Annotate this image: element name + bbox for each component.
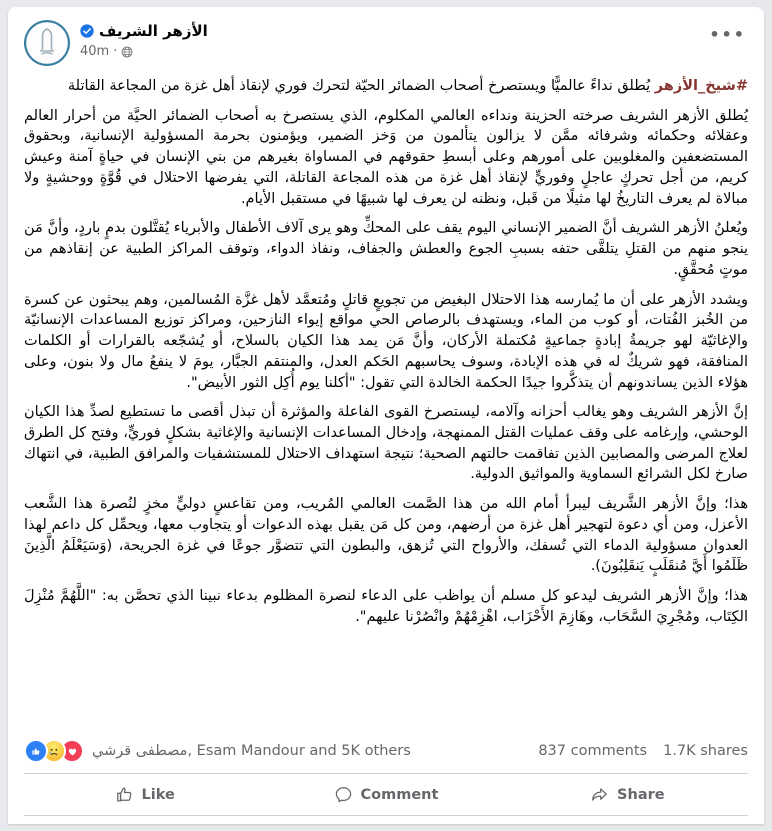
engagement-summary <box>8 729 764 773</box>
shares-count[interactable]: 1.7K shares <box>663 743 748 759</box>
share-button-label: Share <box>617 786 665 803</box>
post-paragraph: إنَّ الأزهر الشريف وهو يغالب أحزانه وآلامه، ليستصرخ القوى الفاعلة والمؤثرة أن تبذل أقصى ما تستطيع لصدِّ هذا الكيان الوحشي، وإرغامه على وقف عمليات القتل الممنهجة، وإدخال المساعدات الإنسانية والإغاثية بشكلٍ فوريٍّ، وفتح كل الطرق لعلاج المرضى والمصابين الذين تفاقمت حالتهم الصحية؛ نتيجة استهداف الاحتلال للمستشفيات والمرافق الطبية، في انتهاك صارخ لكل الشرائع السماوية والمواثيق الدولية. <box>24 404 748 483</box>
comment-button-label: Comment <box>360 786 439 803</box>
verified-badge-icon <box>80 24 94 38</box>
post-header <box>8 7 764 72</box>
like-button[interactable] <box>24 776 265 813</box>
post-timestamp[interactable]: 40m <box>80 44 110 59</box>
page-name[interactable]: الأزهر الشريف <box>99 22 208 40</box>
post-action-bar <box>24 773 748 816</box>
like-button-label: Like <box>141 786 175 803</box>
privacy-globe-icon <box>121 46 133 58</box>
post-paragraph: ويشدد الأزهر على أن ما يُمارسه هذا الاحتلال البغيض من تجويعٍ قاتلٍ ومُتعمَّد لأهل غزَّة المُسالمين، وهم يبحثون عن كسرة من الخُبز الفُتات، أو كوب من الماء، ويستهدف بالرصاص الحي مواقع إيواء النازحين، ومراكز توزيع المساعدات الإنسانيّة والإغاثيّة لهو جريمةُ إبادةٍ جماعيةٍ مُكتملة الأركان، وأنَّ مَن يمد هذا الكيان بالسلاح، أو يُشجّعه بالقرارات أو الكلمات المنافقة، فهو شريكٌ له في هذه الإبادة، وسوف يحاسبهم الحَكم العدل، والمنتقم الجبَّار، يومَ لا ينفعُ مال ولا بنون، وعلى هؤلاء الذين يساندونهم أن يتذكَّروا جيدًا الحكمة الخالدة التي تقول: "أكلنا يوم أُكِل الثور الأبيض". <box>24 291 748 391</box>
post-intro-text: يُطلق نداءً عالميًّا ويستصرخ أصحاب الضمائر الحيّة لتحرك فوري لإنقاذ أهل غزة من المجاعة القاتلة <box>67 78 655 94</box>
post-paragraph: ويُعلنُ الأزهر الشريف أنَّ الضمير الإنساني اليوم يقف على المحكِّ وهو يرى آلاف الأطفال والأبرياء يُقتَّلون بدمٍ باردٍ، وأنَّ مَن ينجو منهم من القتلِ يتلقَّى حتفه بسببِ الجوع والعطش والجفاف، ونفاذ الدواء، وتوقف المراكز الطبية عن إنقاذهم من موتٍ مُحقَّقٍ. <box>24 220 748 278</box>
post-paragraph: يُطلق الأزهر الشريف صرخته الحزينة ونداءه العالمي المكلوم، الذي يستصرخ به أصحاب الضمائر الحيَّة من أحرار العالم وعقلائه وحكمائه وشرفائه ممَّن لا يزالون يتألمون من وَخز الضمير، ويؤمنون بحرمة المسؤولية الإنسانية، وبحقوق المستضعفين والمغلوبين على أمورهم وعلى أبسطِ حقوقهم في المساواة بغيرهم من بني الإنسان في حياةٍ آمنة وعيش كريم، من أجل تحركٍ عاجلٍ وفوريٍّ لإنقاذ أهل غزة من هذه المجاعة القاتلة، التي يفرضها الاحتلال في قُوَّةٍ ووحشيةٍ ولا مبالاة لم يعرف التاريخُ لها مثيلًا من قَبل، ونظنه لن يعرف لها شبيهًا في مستقبل الأيام. <box>24 107 748 207</box>
post-intro-paragraph <box>24 76 748 97</box>
facebook-post-card <box>8 7 764 824</box>
like-reaction-icon[interactable] <box>24 739 48 763</box>
reaction-stack[interactable] <box>24 739 84 763</box>
comment-button[interactable] <box>265 776 506 813</box>
share-arrow-icon <box>590 785 609 804</box>
post-options-icon[interactable]: ••• <box>709 25 746 44</box>
post-body <box>8 72 764 729</box>
header-info <box>80 20 208 59</box>
meta-separator: · <box>113 44 118 59</box>
hashtag-link[interactable]: #شيخ_الأزهر <box>654 78 748 94</box>
share-button[interactable] <box>507 776 748 813</box>
reaction-names[interactable]: مصطفى قرشي, Esam Mandour and 5K others <box>92 743 411 759</box>
page-avatar[interactable] <box>24 20 70 66</box>
post-paragraph: هذا؛ وإنَّ الأزهر الشريف ليدعو كل مسلم أن يواظب على الدعاء لنصرة المظلوم بدعاء نبينا الذي تحصَّن به: "اللَّهُمَّ مُنْزِلَ الكِتَاب، ومُجْرِيَ السَّحَاب، وهَازِمَ الأَحْزَاب، اهْزِمْهُمْ وانْصُرْنا عليهم". <box>24 588 748 625</box>
comments-count[interactable]: 837 comments <box>538 743 648 759</box>
comment-bubble-icon <box>334 785 353 804</box>
like-thumb-icon <box>115 785 134 804</box>
post-paragraph: هذا؛ وإنَّ الأزهر الشَّريف ليبرأ أمام الله من هذا الصَّمت العالمي المُريب، ومن تقاعسٍ دوليٍّ مخزٍ لنُصرة هذا الشَّعب الأعزل، ومن أي دعوة لتهجير أهل غزة من أرضهم، ومن كل مَن يقبل بهذه الدعوات أو يتجاوب معها، ويحمِّل كل داعم لهذا العدوان مسؤولية الدماء التي تُسفك، والأرواح التي تُزهق، والبطون التي تتضوَّر جوعًا في غزة الجريحة، (وَسَيَعْلَمُ الَّذِينَ ظَلَمُوا أَيَّ مُنقَلَبٍ يَنقَلِبُونَ). <box>24 496 748 575</box>
